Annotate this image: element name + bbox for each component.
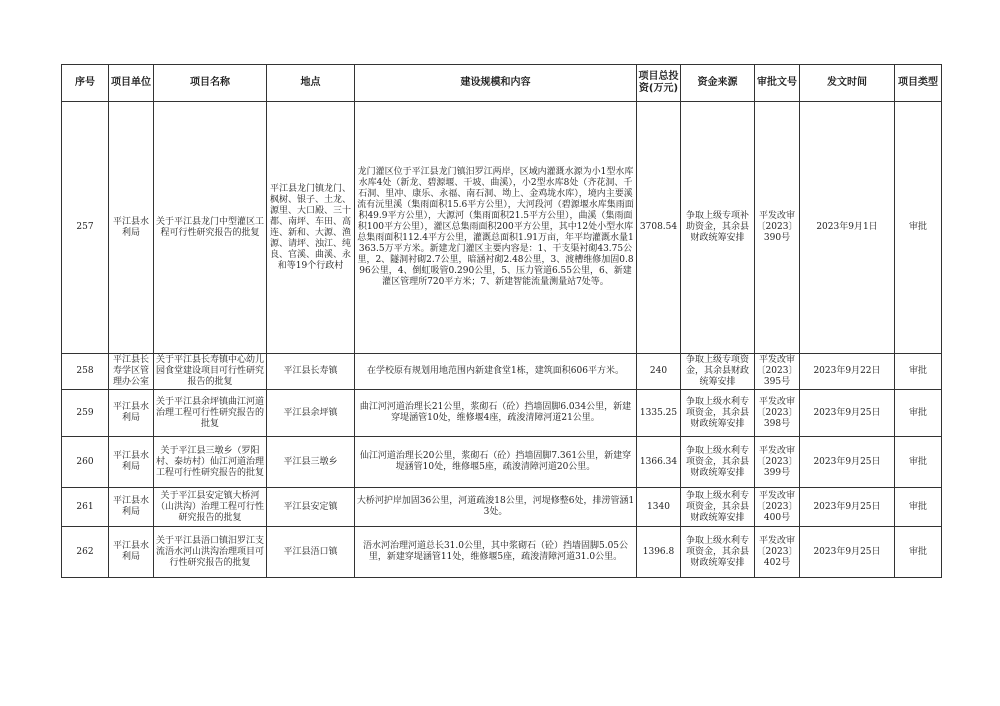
header-funding: 资金来源 — [681, 65, 755, 102]
cell-date: 2023年9月25日 — [800, 527, 895, 578]
cell-doc-no: 平发改审〔2023〕395号 — [755, 354, 800, 390]
cell-date: 2023年9月22日 — [800, 354, 895, 390]
table-header-row — [62, 65, 942, 102]
cell-date: 2023年9月25日 — [800, 437, 895, 488]
cell-scope: 在学校原有规划用地范围内新建食堂1栋，建筑面积606平方米。 — [355, 354, 637, 390]
header-date: 发文时间 — [800, 65, 895, 102]
cell-unit: 平江县水利局 — [109, 488, 154, 527]
cell-location: 平江县余坪镇 — [267, 390, 355, 437]
cell-type: 审批 — [895, 102, 942, 354]
cell-location: 平江县长寿镇 — [267, 354, 355, 390]
header-investment: 项目总投资(万元) — [637, 65, 681, 102]
cell-doc-no: 平发改审〔2023〕390号 — [755, 102, 800, 354]
cell-seq: 261 — [62, 488, 109, 527]
cell-scope: 大桥河护岸加固36公里，河道疏浚18公里，河堤修整6处，排涝管涵13处。 — [355, 488, 637, 527]
cell-seq: 260 — [62, 437, 109, 488]
cell-doc-no: 平发改审〔2023〕398号 — [755, 390, 800, 437]
header-unit: 项目单位 — [109, 65, 154, 102]
cell-location: 平江县安定镇 — [267, 488, 355, 527]
cell-funding: 争取上级水利专项资金，其余县财政统筹安排 — [681, 437, 755, 488]
cell-type: 审批 — [895, 527, 942, 578]
table-row — [62, 390, 942, 437]
cell-doc-no: 平发改审〔2023〕399号 — [755, 437, 800, 488]
header-name: 项目名称 — [154, 65, 267, 102]
cell-doc-no: 平发改审〔2023〕400号 — [755, 488, 800, 527]
header-location: 地点 — [267, 65, 355, 102]
cell-type: 审批 — [895, 488, 942, 527]
header-type: 项目类型 — [895, 65, 942, 102]
cell-date: 2023年9月1日 — [800, 102, 895, 354]
cell-investment: 1396.8 — [637, 527, 681, 578]
cell-scope: 浯水河治理河道总长31.0公里，其中浆砌石（砼）挡墙固脚5.05公里，新建穿堤涵管11处，维修堰5座，疏浚清障河道31.0公里。 — [355, 527, 637, 578]
cell-unit: 平江县水利局 — [109, 527, 154, 578]
cell-scope: 龙门灌区位于平江县龙门镇汨罗江两岸，区域内灌溉水源为小1型水库水库4处（新龙、碧源堰、干坡、曲溪），小2型水库8处（齐花洞、千石洞、里冲、康乐、永福、南石洞、坳上、金鸡垅水库），境内主要溪流有沅里溪（集雨面积15.6平方公里），大河段河（碧源堰水库集雨面积49.9平方公里），大源河（集雨面积21.5平方公里），曲溪（集雨面积100平方公里），灌区总集雨面积200平方公里，其中12处小型水库总集雨面积112.4平方公里，灌溉总面积1.91万亩，年平均灌溉水量1363.5万平方米。新建龙门灌区主要内容是：1、干支渠衬砌43.75公里，2、隧洞衬砌2.7公里，暗涵衬砌2.48公里，3、渡槽维修加固0.896公里，4、倒虹吸管0.290公里，5、压力管道6.55公里，6、新建灌区管理所720平方米；7、新建智能流量测量站7处等。 — [355, 102, 637, 354]
cell-location: 平江县浯口镇 — [267, 527, 355, 578]
cell-investment: 1335.25 — [637, 390, 681, 437]
cell-funding: 争取上级水利专项资金，其余县财政统筹安排 — [681, 527, 755, 578]
cell-seq: 259 — [62, 390, 109, 437]
cell-funding: 争取上级专项补助资金，其余县财政统筹安排 — [681, 102, 755, 354]
cell-unit: 平江县水利局 — [109, 102, 154, 354]
cell-scope: 仙江河道治理长20公里，浆砌石（砼）挡墙固脚7.361公里，新建穿堤涵管10处，维修堰5座，疏浚清障河道20公里。 — [355, 437, 637, 488]
cell-name: 关于平江县三墩乡（罗阳村、泰坊村）仙江河道治理工程可行性研究报告的批复 — [154, 437, 267, 488]
cell-investment: 240 — [637, 354, 681, 390]
table-row — [62, 102, 942, 354]
cell-name: 关于平江县安定镇大桥河（山洪沟）治理工程可行性研究报告的批复 — [154, 488, 267, 527]
table-row — [62, 354, 942, 390]
cell-funding: 争取上级专项资金，其余县财政统筹安排 — [681, 354, 755, 390]
cell-unit: 平江县长寿学区管理办公室 — [109, 354, 154, 390]
cell-name: 关于平江县龙门中型灌区工程可行性研究报告的批复 — [154, 102, 267, 354]
cell-type: 审批 — [895, 354, 942, 390]
header-scope: 建设规模和内容 — [355, 65, 637, 102]
cell-unit: 平江县水利局 — [109, 390, 154, 437]
project-approval-table — [61, 64, 942, 578]
cell-name: 关于平江县浯口镇汨罗江支流浯水河山洪沟治理项目可行性研究报告的批复 — [154, 527, 267, 578]
cell-seq: 258 — [62, 354, 109, 390]
cell-funding: 争取上级水利专项资金，其余县财政统筹安排 — [681, 488, 755, 527]
cell-date: 2023年9月25日 — [800, 488, 895, 527]
cell-location: 平江县龙门镇龙门、枫树、银子、土龙、源里、大口殿、三十都、南坪、车田、高连、新和、大源、渔源、请坪、浊江、纯良、官溪、曲溪、永和等19个行政村 — [267, 102, 355, 354]
cell-seq: 262 — [62, 527, 109, 578]
header-seq: 序号 — [62, 65, 109, 102]
cell-name: 关于平江县余坪镇曲江河道治理工程可行性研究报告的批复 — [154, 390, 267, 437]
cell-scope: 曲江河河道治理长21公里，浆砌石（砼）挡墙固脚6.034公里，新建穿堤涵管10处，维修堰4座，疏浚清障河道21公里。 — [355, 390, 637, 437]
cell-seq: 257 — [62, 102, 109, 354]
cell-date: 2023年9月25日 — [800, 390, 895, 437]
cell-unit: 平江县水利局 — [109, 437, 154, 488]
cell-type: 审批 — [895, 390, 942, 437]
cell-location: 平江县三墩乡 — [267, 437, 355, 488]
cell-funding: 争取上级水利专项资金，其余县财政统筹安排 — [681, 390, 755, 437]
cell-doc-no: 平发改审〔2023〕402号 — [755, 527, 800, 578]
cell-investment: 1366.34 — [637, 437, 681, 488]
table-row — [62, 437, 942, 488]
table-row — [62, 488, 942, 527]
table-row — [62, 527, 942, 578]
cell-type: 审批 — [895, 437, 942, 488]
cell-investment: 3708.54 — [637, 102, 681, 354]
cell-investment: 1340 — [637, 488, 681, 527]
header-doc-no: 审批文号 — [755, 65, 800, 102]
cell-name: 关于平江县长寿镇中心幼儿园食堂建设项目可行性研究报告的批复 — [154, 354, 267, 390]
